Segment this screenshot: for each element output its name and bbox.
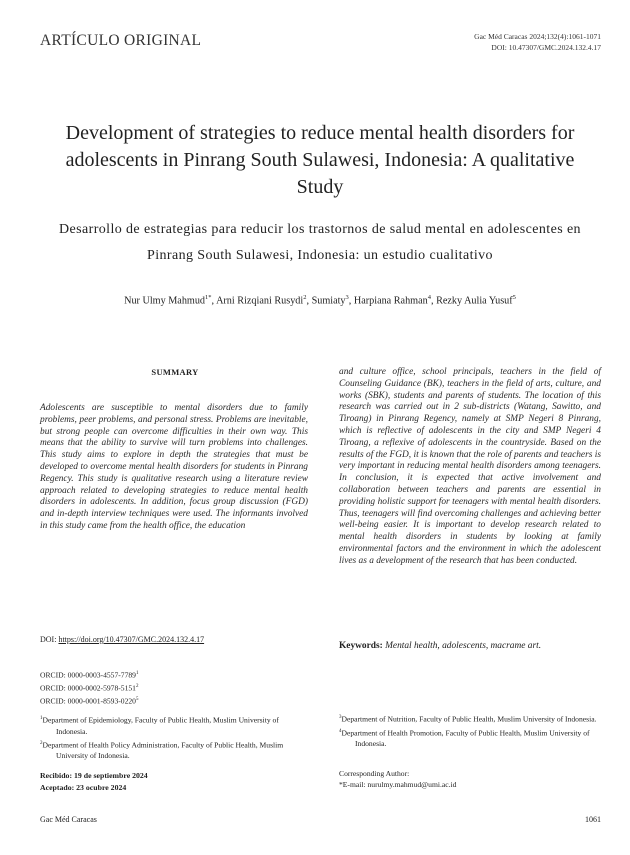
affiliation-item: $^4$Department of Health Promotion, Faculty of Public Health, Muslim University of Indonesia. <box>339 728 590 749</box>
accepted-date: Aceptado: 23 ocubre 2024 <box>40 782 127 792</box>
summary-text-right: and culture office, school principals, teachers in the field of Counseling Guidance (BK), teachers in the field of arts, culture, and works (SBK), students and parents of students. The location of this research was carried out in 2 sub-districts (Watang, Sawitto, and Tiroang) in Pinrang Regency, namely at SMP Negeri 8 Pinrang, which is reflective of adolescents in the city and SMP Negeri 4 Tiroang, a reflexive of adolescents in the countryside. Based on the results of the FGD, it is known that the role of parents and teachers is very important in reducing mental health disorders among teenagers. In conclusion, it is expected that active involvement and collaboration between teachers and parents are essential in providing holistic support for teenagers with mental health disorders. Thus, teenagers will find overcoming challenges and achieving better well-being easier. It is important to develop research related to mental health disorders in students by looking at family environmental factors and the environment in which the adolescent lives as a development of the research that has been conducted. <box>339 367 601 566</box>
section-label: ARTÍCULO ORIGINAL <box>40 32 202 49</box>
submission-dates <box>40 770 148 793</box>
corresponding-label: Corresponding Author: <box>339 769 410 778</box>
footer-journal: Gac Méd Caracas <box>40 815 97 824</box>
author-name: Nur Ulmy Mahmud <box>124 295 206 307</box>
journal-citation <box>474 31 601 53</box>
author-name: Sumiaty <box>311 295 346 307</box>
doi-line <box>40 635 204 644</box>
orcid-item[interactable]: ORCID: 0000-0001-8593-0220$^5$ <box>40 696 139 706</box>
affiliations-left <box>40 713 310 762</box>
author-name: Harpiana Rahman <box>353 295 428 307</box>
article-title: Development of strategies to reduce mental health disorders for adolescents in Pinrang South Sulawesi, Indonesia: A qualitative Study <box>65 122 575 198</box>
orcid-item[interactable]: ORCID: 0000-0002-5978-5151$^2$ <box>40 683 139 693</box>
journal-reference: Gac Méd Caracas 2024;132(4):1061-1071 <box>474 32 601 41</box>
doi-label: DOI: <box>40 635 59 644</box>
author-name: Arni Rizqiani Rusydi <box>216 295 304 307</box>
affiliations-right <box>339 712 601 750</box>
orcid-list <box>40 668 138 707</box>
author-list: Nur Ulmy Mahmud$^{1*}$, Arni Rizqiani Rusydi$^2$, Sumiaty$^3$, Harpiana Rahman$^4$, Rezky Aulia Yusuf$^5$ <box>124 294 516 307</box>
author-affiliation-mark: 3 <box>345 294 349 301</box>
page-number: 1061 <box>585 815 601 824</box>
author-affiliation-mark: 1* <box>205 294 212 301</box>
author-affiliation-mark: 4 <box>427 294 431 301</box>
journal-doi: DOI: 10.47307/GMC.2024.132.4.17 <box>491 43 601 52</box>
received-date: Recibido: 19 de septiembre 2024 <box>40 771 148 780</box>
orcid-item[interactable]: ORCID: 0000-0003-4557-7789$^1$ <box>40 670 139 680</box>
affiliation-item: $^1$Department of Epidemiology, Faculty of Public Health, Muslim University of Indonesia. <box>40 715 279 736</box>
summary-heading: SUMMARY <box>151 367 199 377</box>
affiliation-item: $^3$Department of Nutrition, Faculty of Public Health, Muslim University of Indonesia. <box>339 714 597 724</box>
keywords-label: Keywords: <box>339 641 383 651</box>
author-name: Rezky Aulia Yusuf <box>436 295 513 307</box>
summary-text-left: Adolescents are susceptible to mental disorders due to family problems, peer problems, and personal stress. Problems are inevitable, but strong people can overcome difficulties in their own way. This means that the ability to survive will turn problems into challenges. This study aims to explore in depth the strategies that must be developed to overcome mental health disorders for students in Pinrang Regency. This study is qualitative research using a literature review approach related to developing strategies to reduce mental health disorders in adolescents. In addition, focus group discussion (FGD) and in-depth interview techniques were used. The informants involved in this study came from the health office, the education <box>40 403 308 531</box>
keywords <box>339 641 541 651</box>
corresponding-email[interactable]: *E-mail: nurulmy.mahmud@umi.ac.id <box>339 780 457 789</box>
author-affiliation-mark: 2 <box>303 294 307 301</box>
corresponding-author <box>339 768 456 790</box>
keywords-text: Mental health, adolescents, macrame art. <box>385 641 542 651</box>
doi-link[interactable]: https://doi.org/10.47307/GMC.2024.132.4.17 <box>58 635 205 644</box>
affiliation-item: $^2$Department of Health Policy Administration, Faculty of Public Health, Muslim University of Indonesia. <box>40 740 284 761</box>
author-affiliation-mark: 5 <box>512 294 516 301</box>
article-title-spanish: Desarrollo de estrategias para reducir los trastornos de salud mental en adolescentes en Pinrang South Sulawesi, Indonesia: un estudio cualitativo <box>59 222 581 263</box>
